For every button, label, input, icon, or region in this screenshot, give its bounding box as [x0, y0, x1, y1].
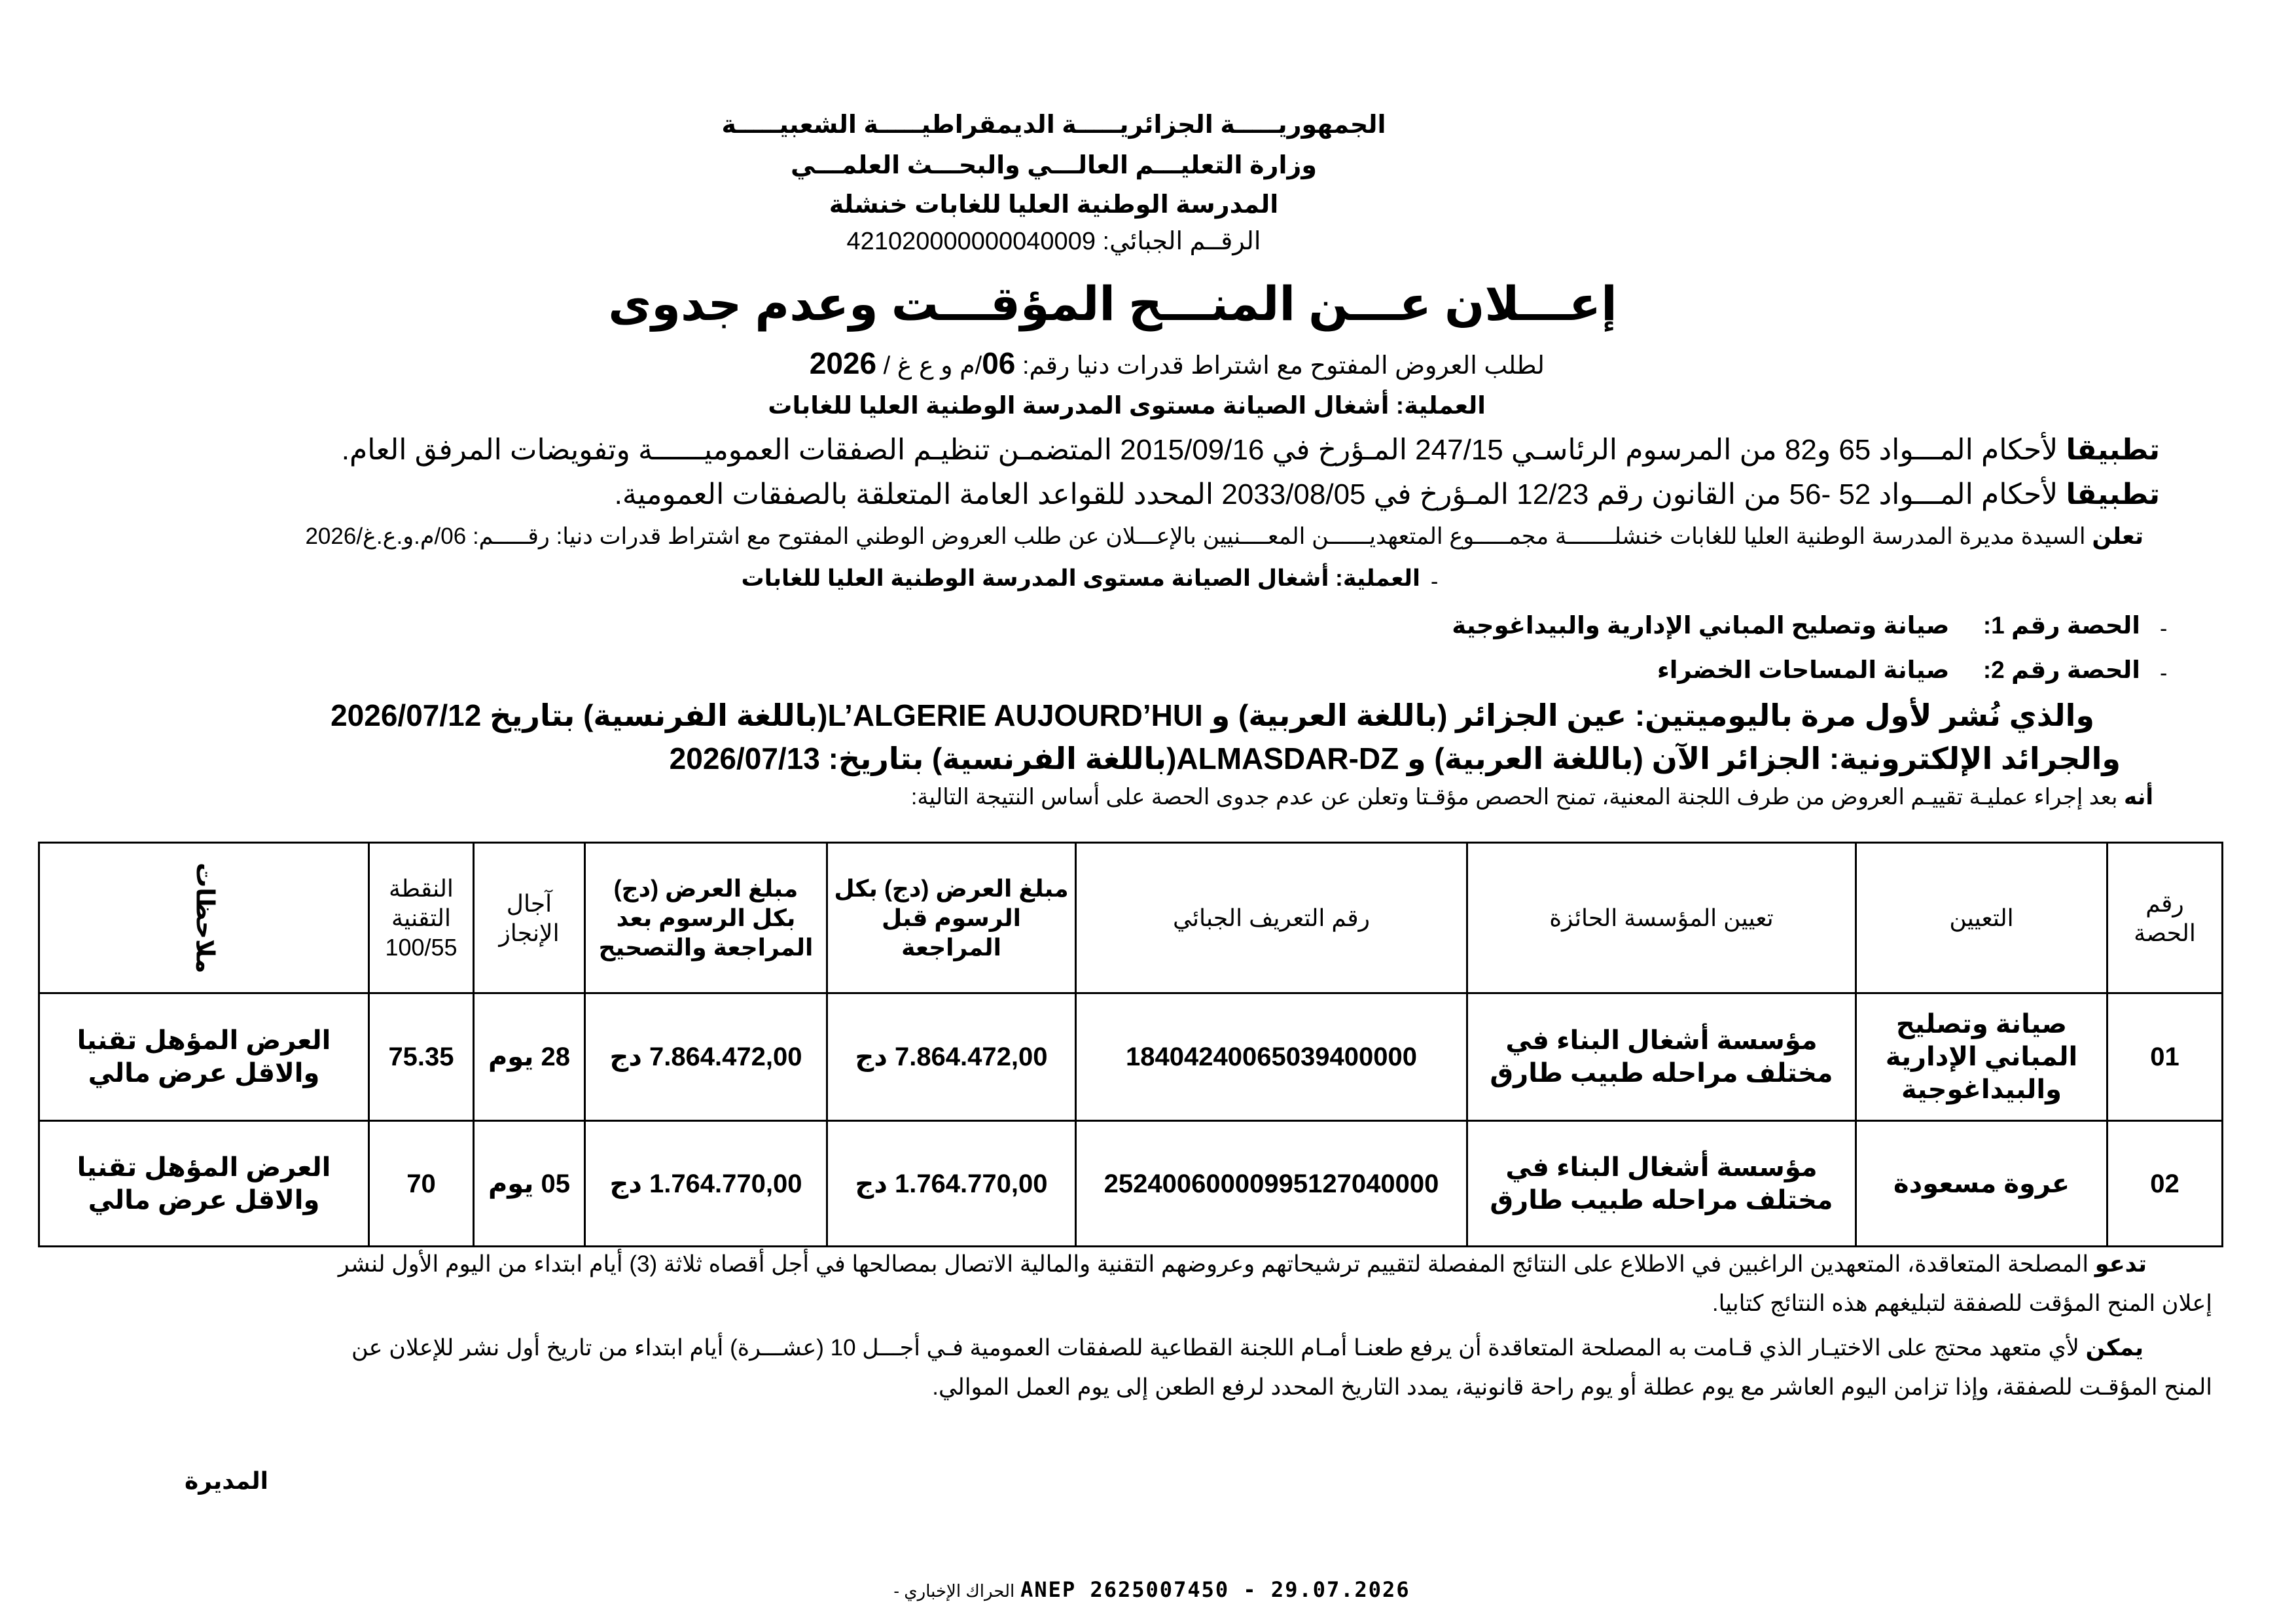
row-2-tax-id: 25240060000995127040000	[1076, 1121, 1467, 1247]
school-header: المدرسة الوطنية العليا للغابات خنشلة	[829, 191, 1279, 219]
row-2-company: مؤسسة أشغال البناء في مختلف مراحله طبيب طارق	[1467, 1121, 1856, 1247]
ministry-header: وزارة التعليـــم العالـــي والبحـــث العلمـــي	[791, 152, 1317, 179]
row-1-score: 75.35	[369, 993, 474, 1121]
apply-lead-1: تطبيقا	[2066, 434, 2160, 466]
header-delay: آجال الإنجاز	[474, 843, 585, 993]
subtitle-prefix: لطلب العروض المفتوح مع اشتراط قدرات دنيا رقم:	[1022, 352, 1545, 380]
anep-source: - الحراك الإخباري	[893, 1581, 1015, 1601]
result-text: بعد إجراء عمليـة تقييـم العروض من طرف اللجنة المعنية، تمنح الحصص مؤقـتا وتعلن عن عدم جدوى الحصة على أساس النتيجة التالية:	[910, 785, 2118, 810]
header-score: النقطة التقنية 100/55	[369, 843, 474, 993]
lot-2-line	[1440, 656, 2140, 684]
header-notes-text: ملاحظات	[190, 862, 219, 974]
operation-line: العملية: أشغال الصيانة مستوى المدرسة الوطنية العليا للغابات	[768, 392, 1486, 419]
lot-2-label: الحصة رقم 2:	[1982, 656, 2140, 683]
row-1-amount-before: 7.864.472,00 دج	[827, 993, 1076, 1121]
apply-text-1: لأحكام المـــواد 65 و82 من المرسوم الرئاسـي 247/15 المـؤرخ في 2015/09/16 المتضمـن تنظيـم الصفقات العموميــــــة وتفويضات المرفق العام.	[341, 434, 2058, 466]
lot-2-text: صيانة المساحات الخضراء	[1657, 656, 1950, 683]
row-2-delay: 05 يوم	[474, 1121, 585, 1247]
header-amount-before: مبلغ العرض (دج) بكل الرسوم قبل المراجعة	[827, 843, 1076, 993]
header-company: تعيين المؤسسة الحائزة	[1467, 843, 1856, 993]
bullet-lot-1: -	[2160, 616, 2168, 641]
row-1-tax-id: 18404240065039400000	[1076, 993, 1467, 1121]
row-1-notes: العرض المؤهل تقنيا والاقل عرض مالي	[39, 993, 369, 1121]
row-2-score: 70	[369, 1121, 474, 1247]
apply-paragraph-1	[236, 433, 2160, 467]
invite-text-1: المصلحة المتعاقدة، المتعهدين الراغبين في الاطلاع على النتائج المفصلة لتقييم ترشيحاتهم وعروضهم التقنية والمالية الاتصال بمصالحها في أجل أقصاه ثلاثة (3) أيام ابتداء من اليوم الأول لنشر	[338, 1251, 2089, 1277]
signature-label: المديرة	[185, 1467, 268, 1494]
invite-lead: تدعو	[2094, 1251, 2147, 1277]
announce-paragraph	[72, 524, 2144, 550]
appeal-paragraph-line-2: المنح المؤقـت للصفقة، وإذا تزامن اليوم العاشر مع يوم عطلة أو يوم راحة قانونية، يمدد التاريخ المحدد لرفع الطعن إلى يوم العمل الموالي.	[932, 1374, 2212, 1400]
anep-number: ANEP 2625007450 - 29.07.2026	[1020, 1577, 1410, 1602]
row-2-amount-before: 1.764.770,00 دج	[827, 1121, 1076, 1247]
bullet-operation: -	[1431, 569, 1439, 594]
subtitle-suffix: /م و ع غ /	[883, 352, 982, 380]
row-2-notes: العرض المؤهل تقنيا والاقل عرض مالي	[39, 1121, 369, 1247]
row-1-designation: صيانة وتصليح المباني الإدارية والبيداغوجية	[1856, 993, 2108, 1121]
lot-1-text: صيانة وتصليح المباني الإدارية والبيداغوجية	[1452, 612, 1950, 639]
subtitle-line	[655, 346, 1545, 381]
header-lot-no: رقم الحصة	[2108, 843, 2223, 993]
apply-lead-2: تطبيقا	[2066, 478, 2160, 510]
lot-1-label: الحصة رقم 1:	[1982, 612, 2140, 639]
tax-id-value: 421020000000040009	[846, 228, 1096, 255]
row-1-delay: 28 يوم	[474, 993, 585, 1121]
results-table	[38, 842, 2223, 1247]
subtitle-year: 2026	[809, 346, 877, 380]
row-1-company: مؤسسة أشغال البناء في مختلف مراحله طبيب طارق	[1467, 993, 1856, 1121]
subtitle-number: 06	[982, 346, 1016, 380]
header-amount-after: مبلغ العرض (دج) بكل الرسوم بعد المراجعة والتصحيح	[585, 843, 827, 993]
tax-id-line	[661, 226, 1446, 256]
announce-text: السيدة مديرة المدرسة الوطنية العليا للغابات خنشلـــــــة مجمـــــوع المتعهديــــــن المعــــنيين بالإعـــلان عن طلب العروض الوطني المفتوح مع اشتراط قدرات دنيا: رقـــــم: 06/م.و.ع.غ/2026	[305, 524, 2086, 549]
tax-id-label: الرقــم الجبائي:	[1102, 228, 1261, 255]
table-row	[39, 1121, 2223, 1247]
result-line	[661, 784, 2153, 810]
anep-reference	[812, 1577, 1492, 1602]
row-1-lot-no: 01	[2108, 993, 2223, 1121]
page-title: إعـــلان عـــن المنـــح المؤقـــت وعدم جدوى	[608, 278, 1617, 330]
lot-1-line	[1440, 611, 2140, 639]
appeal-text-1: لأي متعهد محتج على الاختيـار الذي قـامت به المصلحة المتعاقدة أن يرفع طعنـا أمـام اللجنة القطاعية للصفقات العمومية فـي أجـــل 10 (عشـــرة) أيام ابتداء من تاريخ أول نشر للإعلان عن	[351, 1335, 2079, 1361]
appeal-lead: يمكن	[2085, 1335, 2144, 1361]
publish-line-1: والذي نُشر لأول مرة باليوميتين: عين الجزائر (باللغة العربية) و L’ALGERIE AUJOURD’HUI(باللغة الفرنسية) بتاريخ 2026/07/12	[331, 698, 2094, 732]
header-designation: التعيين	[1856, 843, 2108, 993]
publish-line-2: والجرائد الإلكترونية: الجزائر الآن (باللغة العربية) و ALMASDAR-DZ(باللغة الفرنسية) بتاريخ: 2026/07/13	[669, 741, 2121, 776]
bullet-lot-2: -	[2160, 661, 2168, 686]
row-2-amount-after: 1.764.770,00 دج	[585, 1121, 827, 1247]
republic-header: الجمهوريـــــة الجزائريـــــة الديمقراطيـــــة الشعبيـــــة	[721, 111, 1386, 139]
apply-text-2: لأحكام المـــواد 52 -56 من القانون رقم 12/23 المـؤرخ في 2033/08/05 المحدد للقواعد العامة المتعلقة بالصفقات العمومية.	[614, 478, 2058, 510]
row-2-designation: عروة مسعودة	[1856, 1121, 2108, 1247]
table-row	[39, 993, 2223, 1121]
row-2-lot-no: 02	[2108, 1121, 2223, 1247]
row-1-amount-after: 7.864.472,00 دج	[585, 993, 827, 1121]
result-lead: أنه	[2123, 785, 2153, 810]
announce-lead: تعلن	[2092, 524, 2144, 549]
apply-paragraph-2	[236, 478, 2160, 511]
appeal-paragraph-line-1	[52, 1335, 2144, 1361]
table-header-row	[39, 843, 2223, 993]
operation-line-2: العملية: أشغال الصيانة مستوى المدرسة الوطنية العليا للغابات	[741, 565, 1420, 591]
header-tax-id: رقم التعريف الجبائي	[1076, 843, 1467, 993]
invite-paragraph-line-2: إعلان المنح المؤقت للصفقة لتبليغهم هذه النتائج كتابيا.	[1712, 1291, 2212, 1316]
header-notes	[39, 843, 369, 993]
invite-paragraph-line-1	[65, 1251, 2147, 1277]
